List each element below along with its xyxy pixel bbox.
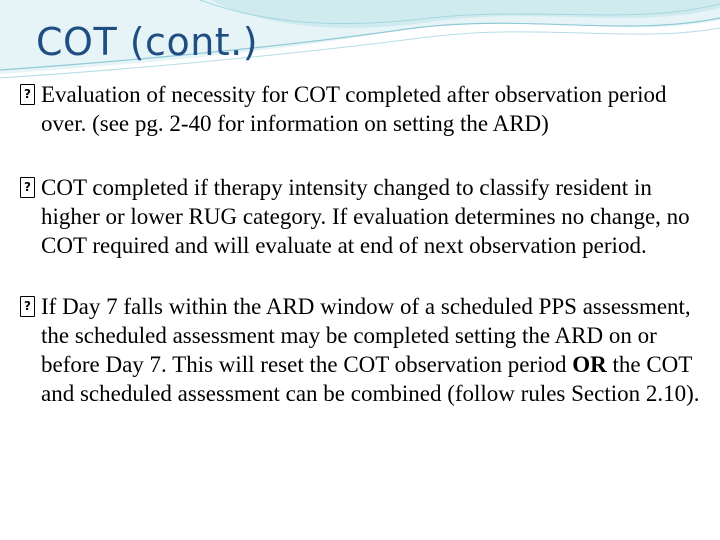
- bullet-list: [20, 80, 700, 408]
- missing-glyph-bullet-icon: [20, 177, 35, 198]
- missing-glyph-bullet-icon: [20, 84, 35, 105]
- bullet-text: COT completed if therapy intensity changed to classify resident in higher or lower RUG category. If evaluation determines no change, no COT required and will evaluate at end of next observation period.: [41, 175, 690, 258]
- bullet-text: Evaluation of necessity for COT completed after observation period over. (see pg. 2-40 for information on setting the ARD): [41, 82, 667, 136]
- slide-title: COT (cont.): [36, 20, 259, 64]
- bullet-text-part: If Day 7 falls within the ARD window of a scheduled PPS assessment, the scheduled assessment may be completed setting the ARD on or before Day 7. This will reset the COT observation period: [41, 294, 691, 377]
- missing-glyph-bullet-icon: [20, 296, 35, 317]
- bullet-item: [20, 292, 700, 408]
- bullet-item: [20, 80, 700, 138]
- bullet-text-part: the COT and scheduled assessment can be combined (follow rules Section 2.10).: [41, 352, 700, 406]
- bullet-item: [20, 173, 700, 260]
- bullet-emphasis: OR: [572, 352, 607, 377]
